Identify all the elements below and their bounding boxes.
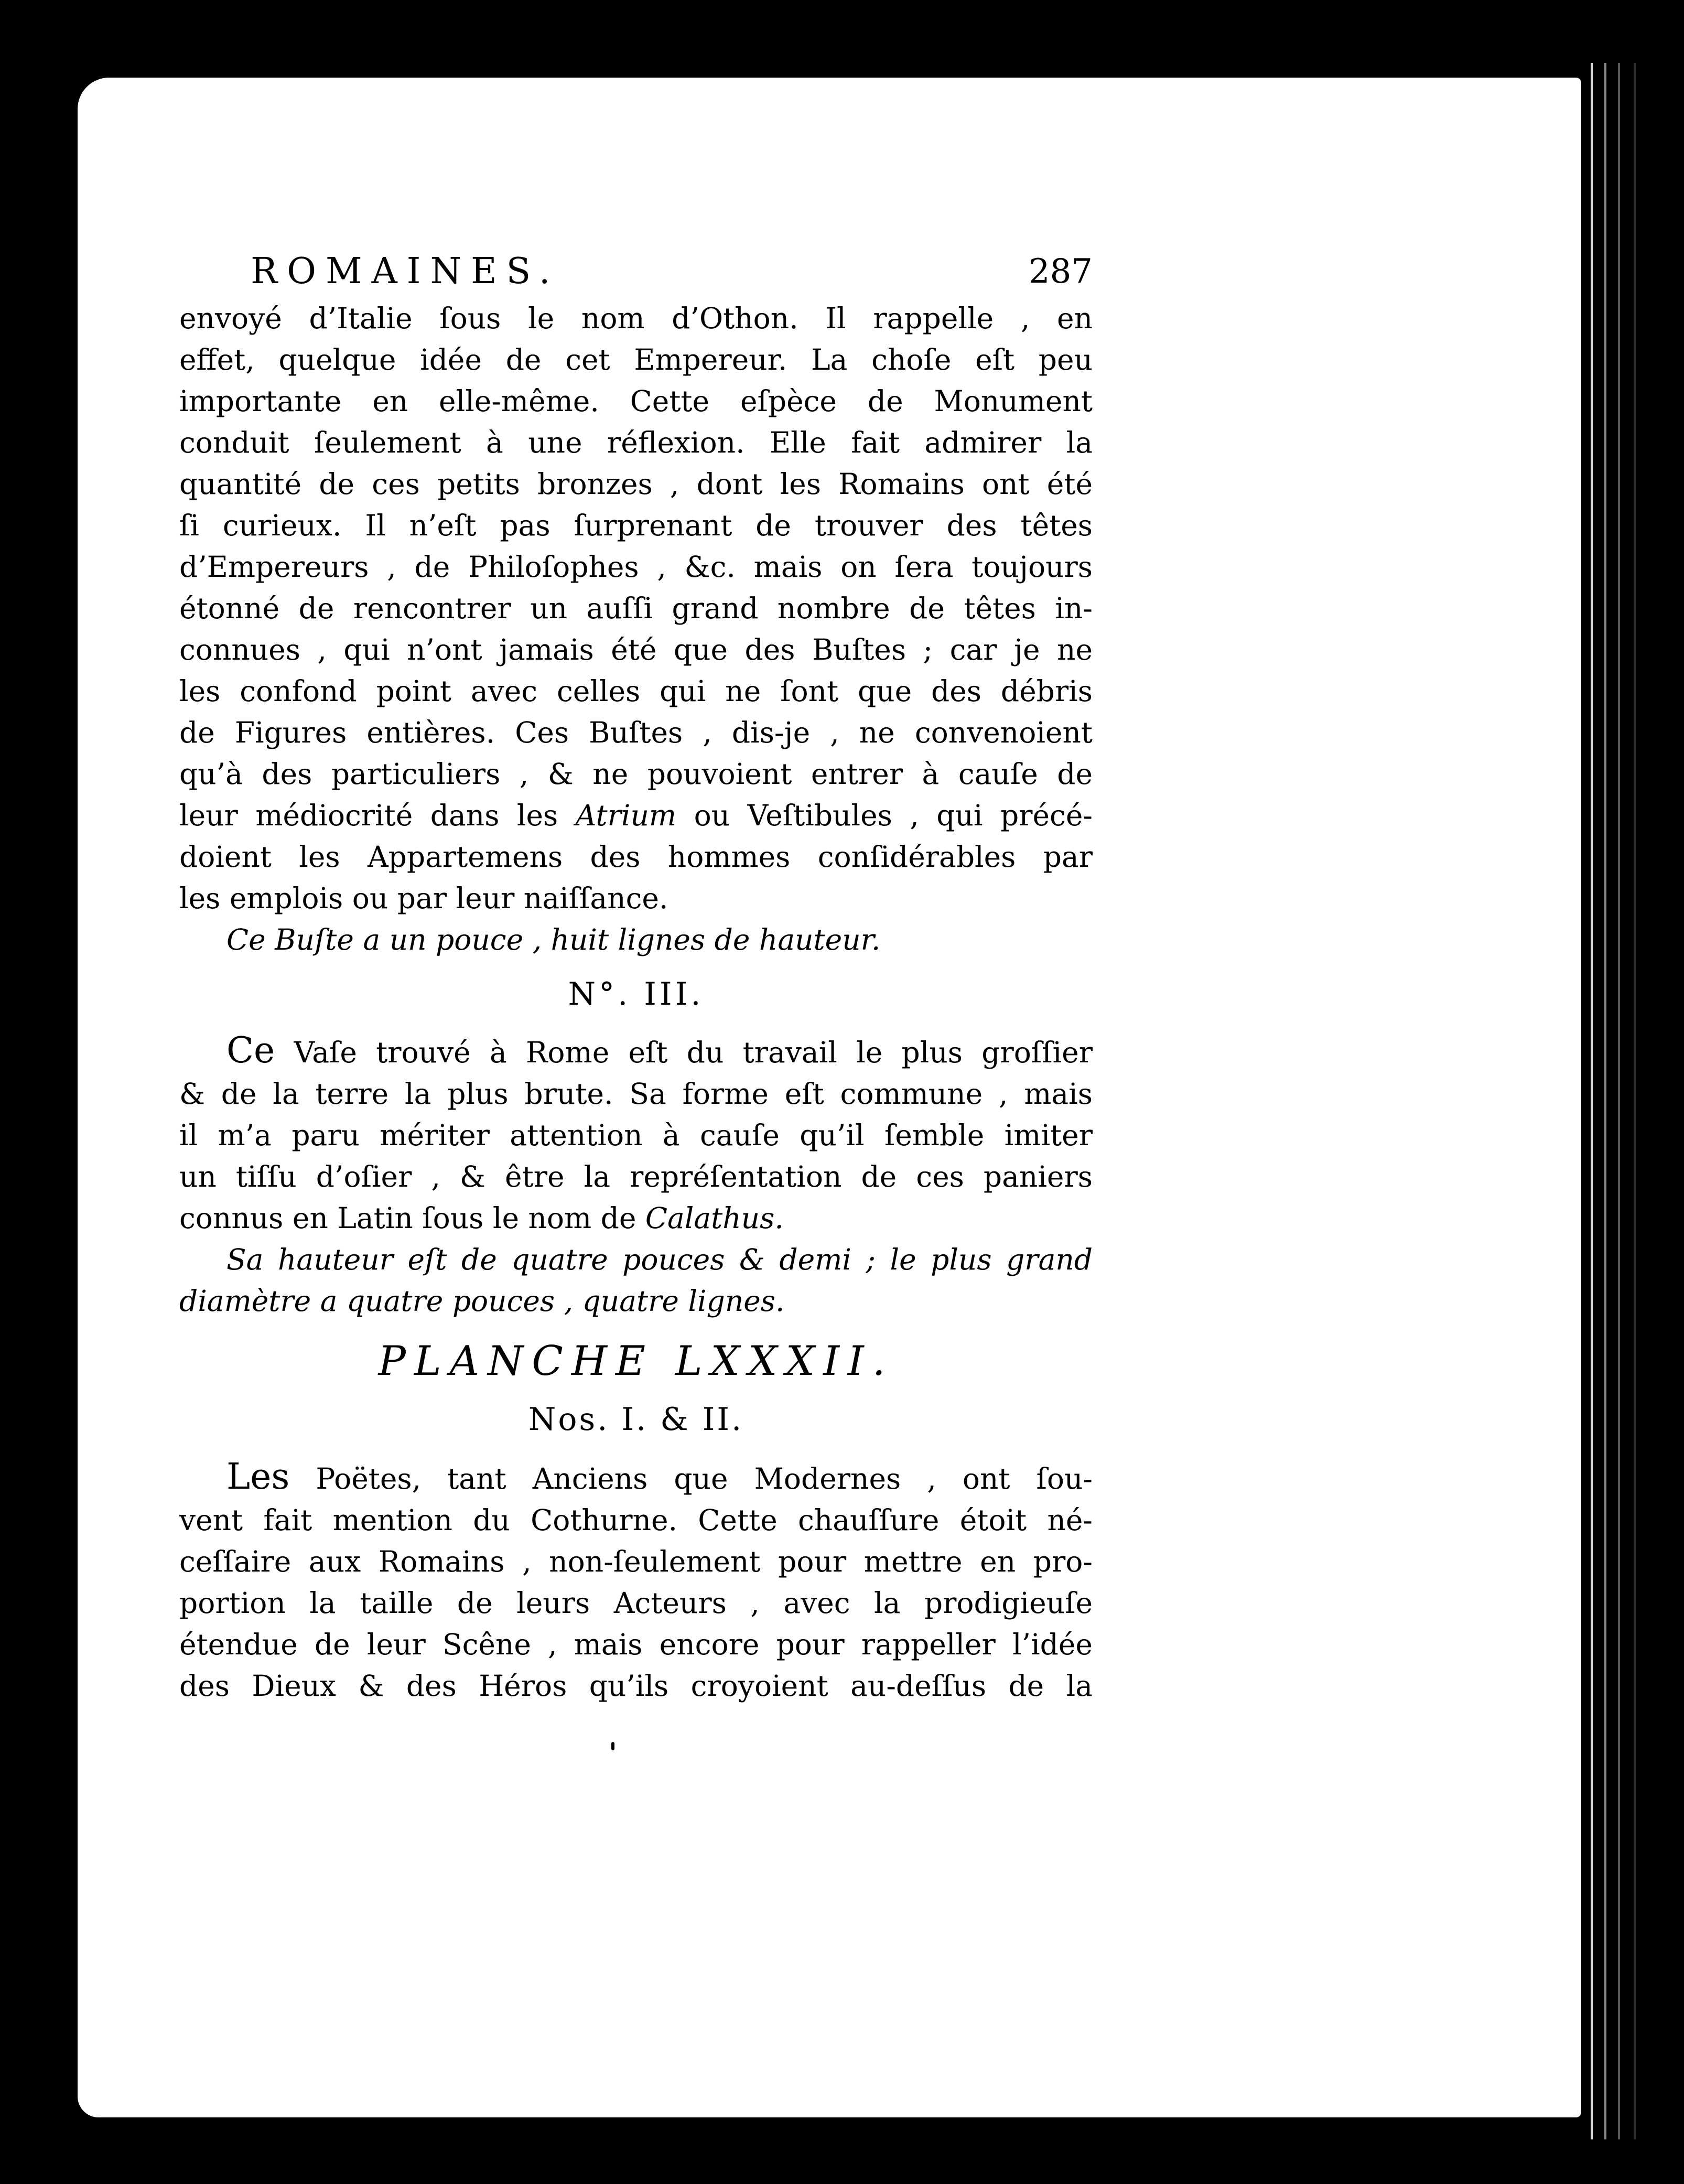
text-line: les emplois ou par leur naiſſance. [179,881,668,915]
fore-edge-stripe [1591,63,1593,2139]
text-line: il m’a paru mériter attention à cauſe qu’il ſemble imiter [179,1118,1093,1152]
text-line: de Figures entières. Ces Buſtes , dis-je , ne convenoient [179,716,1093,749]
text-line: ſi curieux. Il n’eſt pas ſurprenant de trouver des têtes [179,509,1093,542]
italic-term: Atrium [575,799,677,832]
text-line: portion la taille de leurs Acteurs , avec la prodigieuſe [179,1586,1093,1620]
plate-heading: PLANCHE LXXXII. [378,1338,894,1385]
dropcap: Ce [226,1030,275,1071]
text-run: Poëtes, tant Anciens que Modernes , ont ſou- [289,1462,1093,1496]
bust-measurement: Ce Buſte a un pouce , huit lignes de hauteur. [226,923,881,956]
text-line: d’Empereurs , de Philoſophes , &c. mais on ſera toujours [179,550,1093,584]
page-fore-edge [1581,63,1684,2139]
text-line: connues , qui n’ont jamais été que des Buſtes ; car je ne [179,633,1093,666]
text-run: connus en Latin ſous le nom de [179,1201,645,1235]
text-line: effet, quelque idée de cet Empereur. La choſe eſt peu [179,343,1093,376]
text-line: Sa hauteur eſt de quatre pouces & demi ; le plus grand [226,1243,1093,1276]
text-line [179,1198,1093,1239]
text-block [179,245,1093,1707]
text-line: étonné de rencontrer un auſſi grand nombre de têtes in- [179,591,1093,625]
text-run: ou Veſtibules , qui précé- [676,799,1093,832]
text-run: Vaſe trouvé à Rome eſt du travail le plus groſſier [275,1036,1093,1069]
text-line: conduit ſeulement à une réflexion. Elle fait admirer la [179,426,1093,459]
text-line: ceſſaire aux Romains , non-ſeulement pour mettre en pro- [179,1545,1093,1578]
fore-edge-stripe [1604,63,1606,2139]
fore-edge-stripe [1618,63,1620,2139]
vase-measurement [179,1239,1093,1322]
text-line: quantité de ces petits bronzes , dont les Romains ont été [179,467,1093,501]
paragraph-otho-bust [179,298,1093,919]
text-line: importante en elle-même. Cette eſpèce de Monument [179,384,1093,418]
text-run: leur médiocrité dans les [179,799,576,832]
text-line: envoyé d’Italie ſous le nom d’Othon. Il rappelle , en [179,302,1093,335]
section-heading-no3: N°. III. [568,976,704,1013]
running-head [179,245,1093,298]
text-line: doient les Appartemens des hommes conſidérables par [179,840,1093,874]
italic-term: Calathus. [645,1201,784,1235]
page-number: 287 [1028,252,1093,291]
text-line: diamètre a quatre pouces , quatre lignes. [179,1284,785,1318]
text-line: qu’à des particuliers , & ne pouvoient entrer à cauſe de [179,757,1093,791]
fore-edge-stripe [1634,63,1636,2139]
paragraph-vase [179,1030,1093,1239]
text-line [179,795,1093,836]
ink-speck [611,1742,614,1750]
dropcap: Les [226,1456,290,1498]
text-line: étendue de leur Scêne , mais encore pour rappeller l’idée [179,1628,1093,1661]
text-line: des Dieux & des Héros qu’ils croyoient au-deſſus de la [179,1669,1093,1703]
paragraph-cothurnus [179,1456,1093,1707]
text-line: vent fait mention du Cothurne. Cette chauſſure étoit né- [179,1503,1093,1537]
running-title: ROMAINES. [251,251,560,292]
text-line: un tiſſu d’oſier , & être la repréſentation de ces paniers [179,1160,1093,1193]
text-line: les confond point avec celles qui ne ſont que des débris [179,674,1093,708]
text-line: & de la terre la plus brute. Sa forme eſt commune , mais [179,1077,1093,1111]
section-heading-nos: Nos. I. & II. [528,1401,744,1438]
left-gutter-shadow [46,100,53,2108]
text-line [179,1030,1093,1073]
text-line [179,1456,1093,1500]
